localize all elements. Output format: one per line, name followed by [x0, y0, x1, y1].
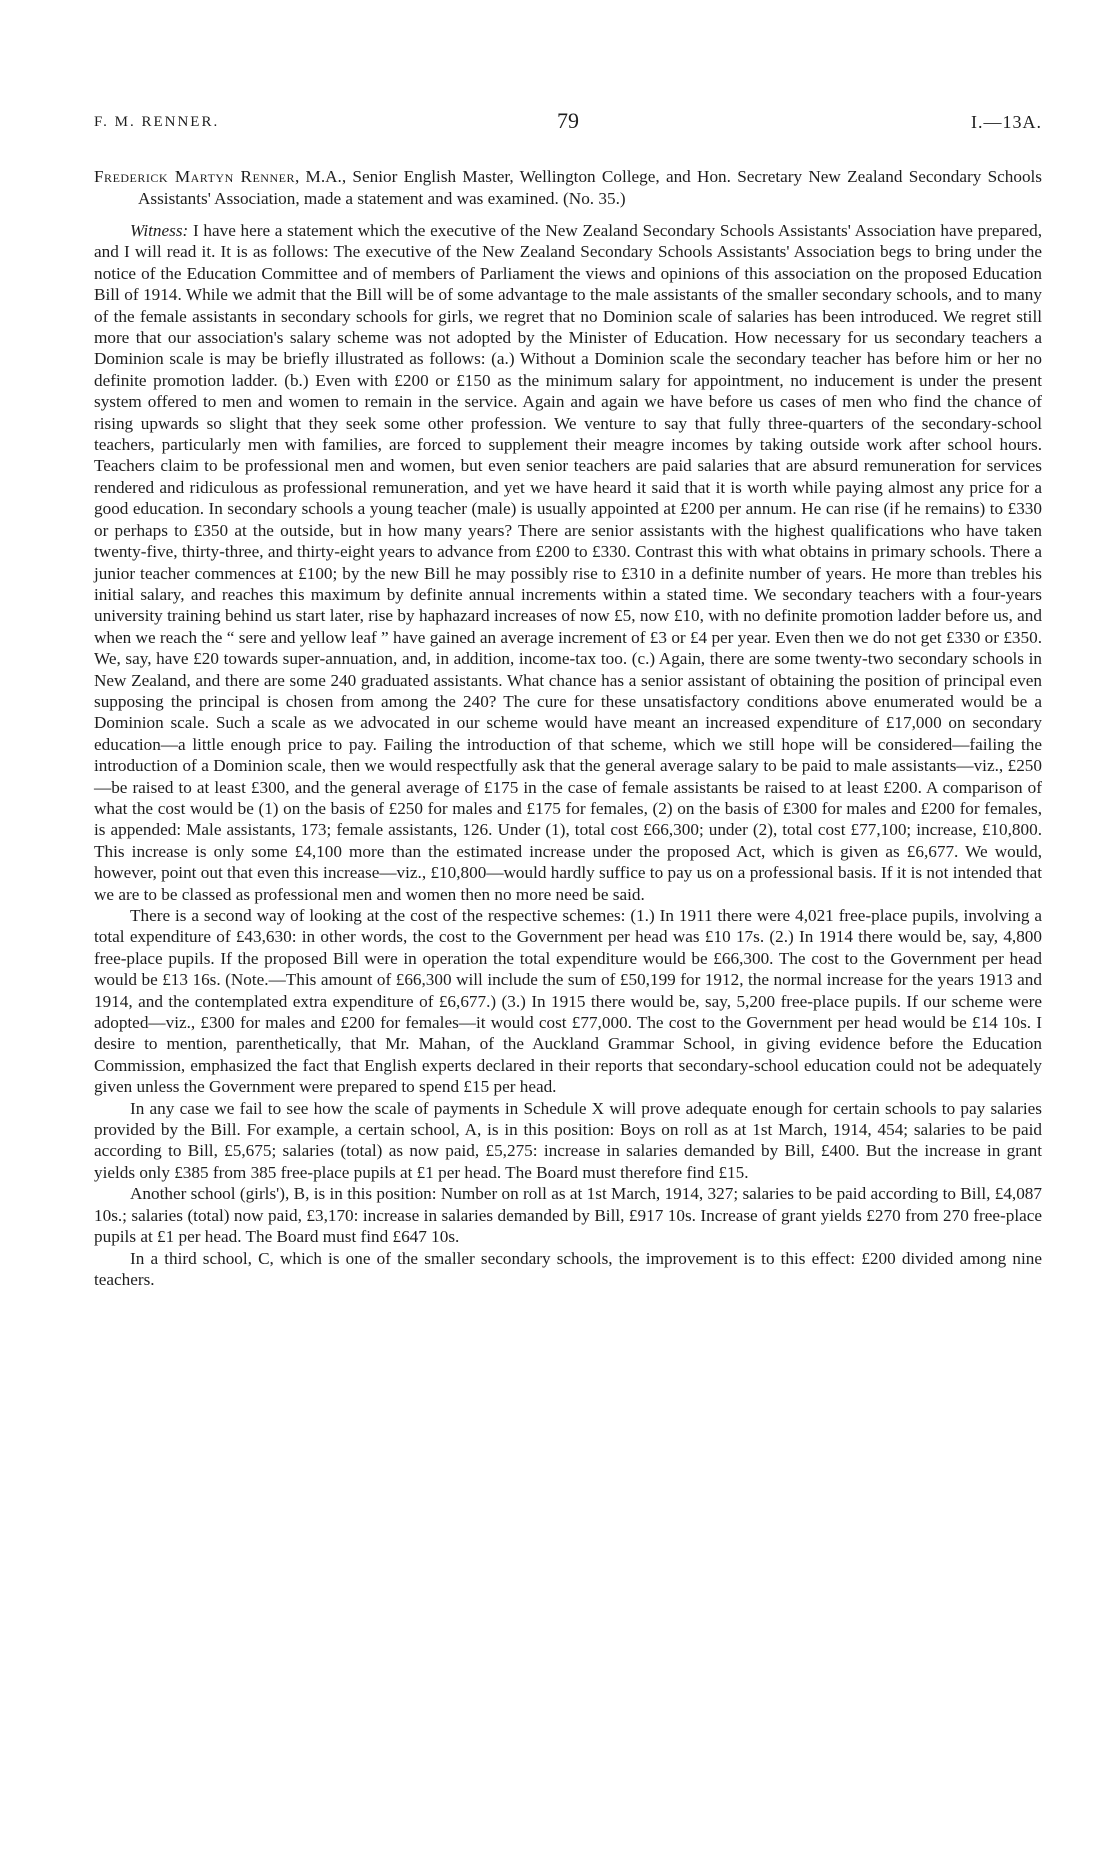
statement-paragraph-5: In a third school, C, which is one of the smaller secondary schools, the improvement is to this effect: £200 divided among nine teachers. [94, 1248, 1042, 1289]
witness-name: Frederick Martyn Renner [94, 167, 295, 186]
witness-introduction [94, 166, 1042, 210]
statement-paragraph-1 [94, 220, 1042, 905]
paper-reference: I.—13A. [971, 112, 1042, 132]
witness-label: Witness: [130, 221, 189, 240]
header-witness-name: F. M. RENNER. [94, 114, 220, 130]
witness-description: , M.A., Senior English Master, Wellington College, and Hon. Secretary New Zealand Secondary Schools Assistants' Association, made a statement and was examined. (No. 35.) [138, 167, 1042, 208]
document-page [94, 108, 1042, 1290]
statement-paragraph-2: There is a second way of looking at the cost of the respective schemes: (1.) In 1911 there were 4,021 free-place pupils, involving a total expenditure of £43,630: in other words, the cost to the Government per head was £10 17s. (2.) In 1914 there would be, say, 4,800 free-place pupils. If the proposed Bill were in operation the total expenditure would be £66,300. The cost to the Government per head would be £13 16s. (Note.—This amount of £66,300 will include the sum of £50,199 for 1912, the normal increase for the years 1913 and 1914, and the contemplated extra expenditure of £6,677.) (3.) In 1915 there would be, say, 5,200 free-place pupils. If our scheme were adopted—viz., £300 for males and £200 for females—it would cost £77,000. The cost to the Government per head would be £14 10s. I desire to mention, parenthetically, that Mr. Mahan, of the Auckland Grammar School, in giving evidence before the Education Commission, emphasized the fact that English experts declared in their reports that secondary-school education could not be adequately given unless the Government were prepared to spend £15 per head. [94, 906, 1042, 1097]
statement-paragraph-4: Another school (girls'), B, is in this position: Number on roll as at 1st March, 1914, 327; salaries to be paid according to Bill, £4,087 10s.; salaries (total) now paid, £3,170: increase in salaries demanded by Bill, £917 10s. Increase of grant yields £270 from 270 free-place pupils at £1 per head. The Board must find £647 10s. [94, 1184, 1042, 1247]
page-number: 79 [557, 108, 579, 133]
statement-paragraph-3: In any case we fail to see how the scale of payments in Schedule X will prove adequate enough for certain schools to pay salaries provided by the Bill. For example, a certain school, A, is in this position: Boys on roll as at 1st March, 1914, 454; salaries to be paid according to Bill, £5,675; salaries (total) as now paid, £5,275: increase in salaries demanded by Bill, £400. But the increase in grant yields only £385 from 385 free-place pupils at £1 per head. The Board must therefore find £15. [94, 1098, 1042, 1182]
paragraph-1-text: I have here a statement which the executive of the New Zealand Secondary Schools Assistants' Association have prepared, and I will read it. It is as follows: The executive of the New Zealand Secondary Schools Assistants' Association begs to bring under the notice of the Education Committee and of members of Parliament the views and opinions of this association on the proposed Education Bill of 1914. While we admit that the Bill will be of some advantage to the male assistants of the smaller secondary schools, and to many of the female assistants in secondary schools for girls, we regret that no Dominion scale of salaries has been introduced. We regret still more that our association's salary scheme was not adopted by the Minister of Education. How necessary for us secondary teachers a Dominion scale is may be briefly illustrated as follows: (a.) Without a Dominion scale the secondary teacher has before him or her no definite promotion ladder. (b.) Even with £200 or £150 as the minimum salary for appointment, no inducement is under the present system offered to men and women to remain in the service. Again and again we have before us cases of men who find the chance of rising upwards so slight that they seek some other profession. We venture to say that fully three-quarters of the secondary-school teachers, particularly men with families, are forced to supplement their meagre incomes by taking outside work after school hours. Teachers claim to be professional men and women, but even senior teachers are paid salaries that are absurd remuneration for services rendered and ridiculous as professional remuneration, and yet we have heard it said that it is worth while paying almost any price for a good education. In secondary schools a young teacher (male) is usually appointed at £200 per annum. He can rise (if he remains) to £330 or perhaps to £350 at the outside, but in how many years? There are senior assistants with the highest qualifications who have taken twenty-five, thirty-three, and thirty-eight years to advance from £200 to £330. Contrast this with what obtains in primary schools. There a junior teacher commences at £100; by the new Bill he may possibly rise to £310 in a definite number of years. He more than trebles his initial salary, and reaches this maximum by definite annual increments within a stated time. We secondary teachers with a four-years university training behind us start later, rise by haphazard increases of now £5, now £10, with no definite promotion ladder before us, and when we reach the “ sere and yellow leaf ” have gained an average increment of £3 or £4 per year. Even then we do not get £330 or £350. We, say, have £20 towards super-annuation, and, in addition, income-tax too. (c.) Again, there are some twenty-two secondary schools in New Zealand, and there are some 240 graduated assistants. What chance has a senior assistant of obtaining the position of principal even supposing the principal is chosen from among the 240? The cure for these unsatisfactory conditions above enumerated would be a Dominion scale. Such a scale as we advocated in our scheme would have meant an increased expenditure of £17,000 on secondary education—a little enough price to pay. Failing the introduction of that scheme, which we still hope will be considered—failing the introduction of a Dominion scale, then we would respectfully ask that the general average salary to be paid to male assistants—viz., £250—be raised to at least £300, and the general average of £175 in the case of female assistants be raised to at least £200. A comparison of what the cost would be (1) on the basis of £250 for males and £175 for females, (2) on the basis of £300 for males and £200 for females, is appended: Male assistants, 173; female assistants, 126. Under (1), total cost £66,300; under (2), total cost £77,100; increase, £10,800. This increase is only some £4,100 more than the estimated increase under the proposed Act, which is given as £6,677. We would, however, point out that even this increase—viz., £10,800—would hardly suffice to pay us on a professional basis. If it is not intended that we are to be classed as professional men and women then no more need be said. [94, 221, 1042, 904]
page-header [94, 108, 1042, 148]
